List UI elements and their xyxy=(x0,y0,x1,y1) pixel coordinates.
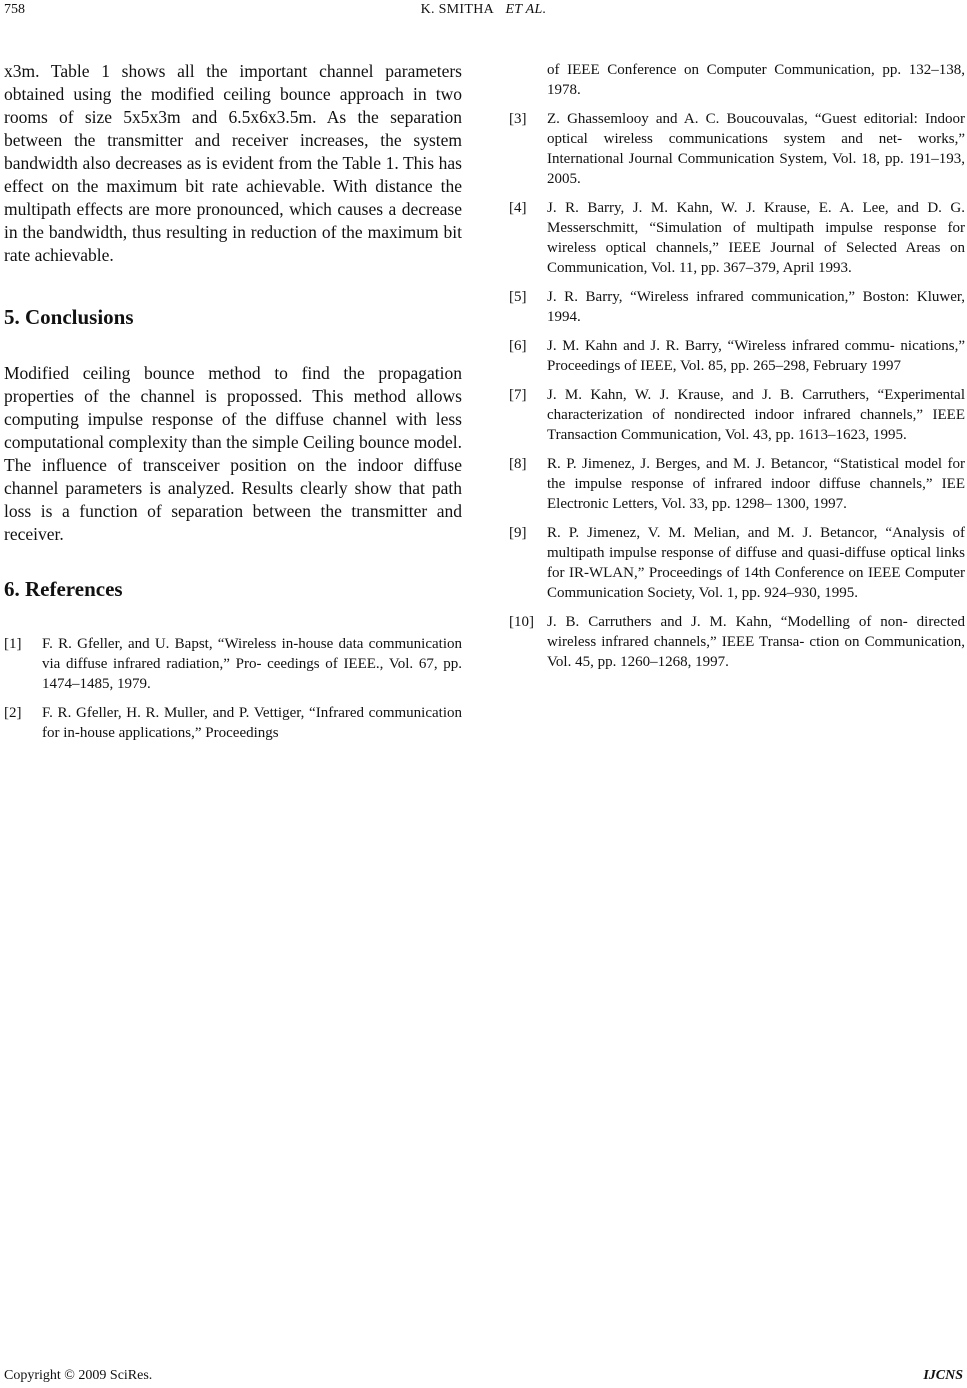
reference-text: R. P. Jimenez, V. M. Melian, and M. J. Betancor, “Analysis of multipath impulse response of diffuse and quasi-diffuse optical links for IR-WLAN,” Proceedings of 14th Conference on IEEE Computer Communication Society, Vol. 1, pp. 924–930, 1995. xyxy=(547,525,965,601)
reference-text: of IEEE Conference on Computer Communication, pp. 132–138, 1978. xyxy=(547,62,965,98)
reference-text: Z. Ghassemlooy and A. C. Boucouvalas, “Guest editorial: Indoor optical wireless communications system and net- works,” International Journal Communication System, Vol. 18, pp. 191–193, 2005. xyxy=(547,111,965,187)
right-column xyxy=(509,60,965,681)
reference-text: F. R. Gfeller, and U. Bapst, “Wireless in-house data communication via diffuse infrared radiation,” Pro- ceedings of IEEE., Vol. 67, pp. 1474–1485, 1979. xyxy=(42,636,462,692)
reference-list-left xyxy=(4,634,462,743)
running-head-author: K. SMITHA xyxy=(420,2,495,17)
left-column xyxy=(4,60,462,752)
reference-item xyxy=(4,703,462,743)
page-number: 758 xyxy=(4,2,25,17)
reference-text: J. M. Kahn, W. J. Krause, and J. B. Carruthers, “Experimental characterization of nondirected indoor infrared channels,” IEEE Transaction Communication, Vol. 43, pp. 1613–1623, 1995. xyxy=(547,387,965,443)
journal-footer: IJCNS xyxy=(923,1368,963,1383)
reference-item xyxy=(509,287,965,327)
intro-paragraph: x3m. Table 1 shows all the important channel parameters obtained using the modified ceiling bounce approach in two rooms of size 5x5x3m and 6.5x6x3.5m. As the separation between the transmitter and receiver increases, the system bandwidth also decreases as is evident from the Table 1. This has effect on the maximum bit rate achievable. With distance the multipath effects are more pronounced, which causes a decrease in the bandwidth, thus resulting in reduction of the maximum bit rate achievable. xyxy=(4,61,462,265)
reference-number: [4] xyxy=(509,200,527,216)
reference-item xyxy=(509,454,965,514)
reference-number: [6] xyxy=(509,338,527,354)
reference-item xyxy=(509,523,965,603)
reference-text: J. R. Barry, J. M. Kahn, W. J. Krause, E. A. Lee, and D. G. Messerschmitt, “Simulation of multipath impulse response for wireless optical channels,” IEEE Journal of Selected Areas on Communication, Vol. 11, pp. 367–379, April 1993. xyxy=(547,200,965,276)
reference-number: [10] xyxy=(509,614,534,630)
reference-item xyxy=(509,612,965,672)
running-head-et-al: ET AL. xyxy=(505,2,547,17)
reference-continuation xyxy=(509,60,965,100)
reference-number: [5] xyxy=(509,289,527,305)
reference-number: [8] xyxy=(509,456,527,472)
reference-text: J. M. Kahn and J. R. Barry, “Wireless infrared commu- nications,” Proceedings of IEEE, Vol. 85, pp. 265–298, February 1997 xyxy=(547,338,965,374)
copyright-footer: Copyright © 2009 SciRes. xyxy=(4,1368,153,1383)
reference-text: J. B. Carruthers and J. M. Kahn, “Modelling of non- directed wireless infrared channels,” IEEE Transa- ction on Communication, Vol. 45, pp. 1260–1268, 1997. xyxy=(547,614,965,670)
references-heading: 6. References xyxy=(4,577,123,601)
reference-number: [9] xyxy=(509,525,527,541)
conclusions-heading: 5. Conclusions xyxy=(4,305,134,329)
reference-number: [2] xyxy=(4,705,22,721)
reference-text: F. R. Gfeller, H. R. Muller, and P. Vettiger, “Infrared communication for in-house applications,” Proceedings xyxy=(42,705,462,741)
reference-item xyxy=(509,385,965,445)
reference-item xyxy=(4,634,462,694)
conclusions-paragraph: Modified ceiling bounce method to find the propagation properties of the channel is propossed. This method allows computing impulse response of the diffuse channel with less computational complexity than the simple Ceiling bounce model. The influence of transceiver position on the indoor diffuse channel parameters is analyzed. Results clearly show that path loss is a function of separation between the transmitter and receiver. xyxy=(4,363,462,544)
reference-number: [1] xyxy=(4,636,22,652)
reference-text: J. R. Barry, “Wireless infrared communication,” Boston: Kluwer, 1994. xyxy=(547,289,965,325)
reference-text: R. P. Jimenez, J. Berges, and M. J. Betancor, “Statistical model for the impulse response of infrared indoor diffuse channels,” IEE Electronic Letters, Vol. 33, pp. 1298– 1300, 1997. xyxy=(547,456,965,512)
reference-number: [7] xyxy=(509,387,527,403)
running-head xyxy=(0,2,967,18)
reference-item xyxy=(509,109,965,189)
reference-item xyxy=(509,198,965,278)
reference-number: [3] xyxy=(509,111,527,127)
reference-item xyxy=(509,336,965,376)
